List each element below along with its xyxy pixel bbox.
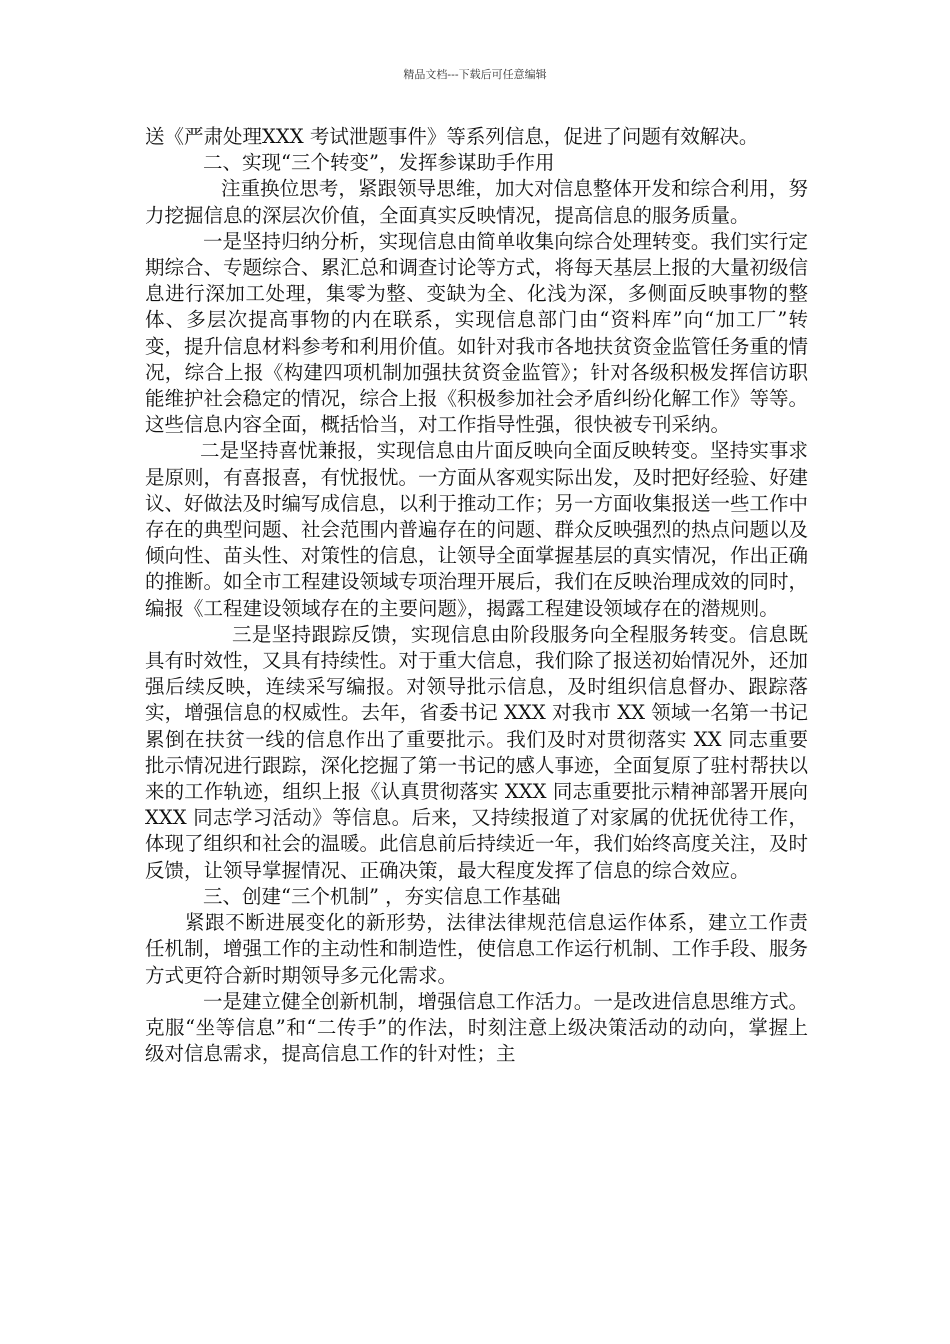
section-heading-three: 三、创建“三个机制” ，夯实信息工作基础 xyxy=(203,884,561,908)
page-header: 精品文档---下载后可任意编辑 xyxy=(403,68,547,81)
paragraph-intro-three: 紧跟不断进展变化的新形势，法律法律规范信息运作体系，建立工作责任机制，增强工作的主动性和制造性，使信息工作运行机制、工作手段、服务方式更符合新时期领导多元化需求。 xyxy=(145,911,809,987)
paragraph-point-two: 二是坚持喜忧兼报，实现信息由片面反映向全面反映转变。坚持实事求是原则，有喜报喜，有忧报忧。一方面从客观实际出发，及时把好经验、好建议、好做法及时编写成信息，以利于推动工作；另一方面收集报送一些工作中存在的典型问题、社会范围内普遍存在的问题、群众反映强烈的热点问题以及倾向性、苗头性、对策性的信息，让领导全面掌握基层的真实情况，作出正确的推断。如全市工程建设领域专项治理开展后，我们在反映治理成效的同时，编报《工程建设领域存在的主要问题》，揭露工程建设领域存在的潜规则。 xyxy=(145,439,809,620)
paragraph-point-one: 一是坚持归纳分析，实现信息由简单收集向综合处理转变。我们实行定期综合、专题综合、累汇总和调查讨论等方式，将每天基层上报的大量初级信息进行深加工处理，集零为整、变缺为全、化浅为深，多侧面反映事物的整体、多层次提高事物的内在联系，实现信息部门由“资料库”向“加工厂”转变，提升信息材料参考和利用价值。如针对我市各地扶贫资金监管任务重的情况，综合上报《构建四项机制加强扶贫资金监管》；针对各级积极发挥信访职能维护社会稳定的情况，综合上报《积极参加社会矛盾纠纷化解工作》等等。这些信息内容全面，概括恰当，对工作指导性强，很快被专刊采纳。 xyxy=(145,229,809,437)
paragraph-continuation: 送《严肃处理XXX 考试泄题事件》等系列信息，促进了问题有效解决。 xyxy=(145,125,759,148)
document-body xyxy=(145,124,808,1067)
paragraph-mechanism-one: 一是建立健全创新机制，增强信息工作活力。一是改进信息思维方式。克服“坐等信息”和“二传手”的作法，时刻注意上级决策活动的动向，掌握上级对信息需求，提高信息工作的针对性；主 xyxy=(145,989,808,1066)
paragraph-intro-two: 注重换位思考，紧跟领导思维，加大对信息整体开发和综合利用，努力挖掘信息的深层次价值，全面真实反映情况，提高信息的服务质量。 xyxy=(145,177,808,227)
paragraph-point-three: 三是坚持跟踪反馈，实现信息由阶段服务向全程服务转变。信息既具有时效性，又具有持续性。对于重大信息，我们除了报送初始情况外，还加强后续反映，连续采写编报。对领导批示信息，及时组织信息督办、跟踪落实，增强信息的权威性。去年，省委书记 XXX 对我市 XX 领域一名第一书记累倒在扶贫一线的信息作出了重要批示。我们及时对贯彻落实 XX 同志重要批示情况进行跟踪，深化挖掘了第一书记的感人事迹，全面复原了驻村帮扶以来的工作轨迹，组织上报《认真贯彻落实 XXX 同志重要批示精神部署开展向XXX 同志学习活动》等信息。后来，又持续报道了对家属的优抚优待工作，体现了组织和社会的温暖。此信息前后持续近一年，我们始终高度关注，及时反馈，让领导掌握情况、正确决策，最大程度发挥了信息的综合效应。 xyxy=(145,622,809,882)
section-heading-two: 二、实现“三个转变”，发挥参谋助手作用 xyxy=(203,151,555,175)
